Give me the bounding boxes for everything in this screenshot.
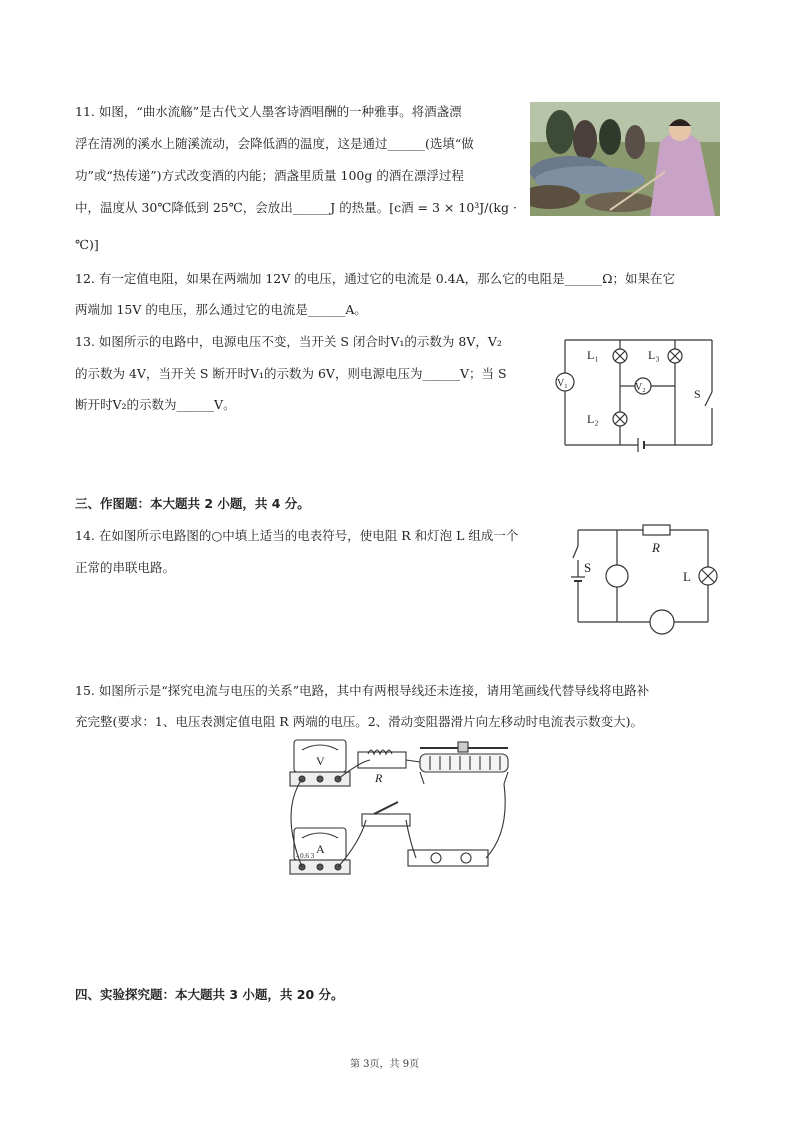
page-footer: 第 3页，共 9页 [350, 1059, 420, 1070]
q15-line-2: 充完整(要求：1、电压表测定值电阻 R 两端的电压。2、滑动变阻器滑片向左移动时电流表示数变大)。 [75, 714, 644, 729]
q15-label-a: A [316, 842, 325, 856]
q11-line-1: 11. 如图，“曲水流觞”是古代文人墨客诗酒唱酬的一种雅事。将酒盏漂 [75, 104, 462, 119]
q13-label-l2: L₂ [587, 412, 599, 426]
q12-line-1: 12. 有一定值电阻，如果在两端加 12V 的电压，通过它的电流是 0.4A，那么它的电阻是______Ω；如果在它 [75, 271, 675, 286]
q14-label-l: L [683, 569, 691, 584]
q13-line-1: 13. 如图所示的电路中，电源电压不变，当开关 S 闭合时V₁的示数为 8V，V₂ [75, 334, 502, 349]
section-3-heading: 三、作图题：本大题共 2 小题，共 4 分。 [75, 496, 310, 511]
q13-line-3: 断开时V₂的示数为______V。 [75, 397, 236, 412]
q13-label-l3: L₃ [648, 348, 660, 362]
q12-line-2: 两端加 15V 的电压，那么通过它的电流是______A。 [75, 302, 367, 317]
q13-label-v1: V₁ [557, 378, 568, 389]
q14-line-2: 正常的串联电路。 [75, 560, 176, 575]
q13-label-l1: L₁ [587, 348, 599, 362]
q15-line-1: 15. 如图所示是“探究电流与电压的关系”电路，其中有两根导线还未连接，请用笔画线代替导线将电路补 [75, 683, 650, 698]
q15-experiment-diagram [270, 732, 530, 890]
q14-circuit-diagram [560, 522, 730, 637]
q14-line-1: 14. 在如图所示电路图的○中填上适当的电表符号，使电阻 R 和灯泡 L 组成一个 [75, 528, 519, 543]
q13-label-s: S [694, 387, 701, 401]
q11-line-2: 浮在清冽的溪水上随溪流动，会降低酒的温度，这是通过______(选填“做 [75, 136, 474, 151]
q15-label-v: V [316, 754, 325, 768]
q15-label-r: R [375, 771, 383, 785]
q11-line-3: 功”或“热传递”)方式改变酒的内能；酒盏里质量 100g 的酒在漂浮过程 [75, 168, 464, 183]
section-4-heading: 四、实验探究题：本大题共 3 小题，共 20 分。 [75, 987, 344, 1002]
q13-line-2: 的示数为 4V，当开关 S 断开时V₁的示数为 6V，则电源电压为______V；当 S [75, 366, 507, 381]
q11-line-4: 中，温度从 30℃降低到 25℃，会放出______J 的热量。[c酒 = 3 × 10³J/(kg · [75, 200, 517, 215]
q13-label-v2: V₂ [635, 382, 646, 393]
q11-line-5: ℃)] [75, 237, 99, 252]
q13-circuit-diagram [540, 330, 730, 455]
q14-label-r: R [652, 540, 660, 555]
q15-label-a-terminals: - 0.6 3 [296, 852, 315, 860]
q14-label-s: S [584, 560, 592, 575]
qushui-liushang-photo [530, 102, 720, 216]
